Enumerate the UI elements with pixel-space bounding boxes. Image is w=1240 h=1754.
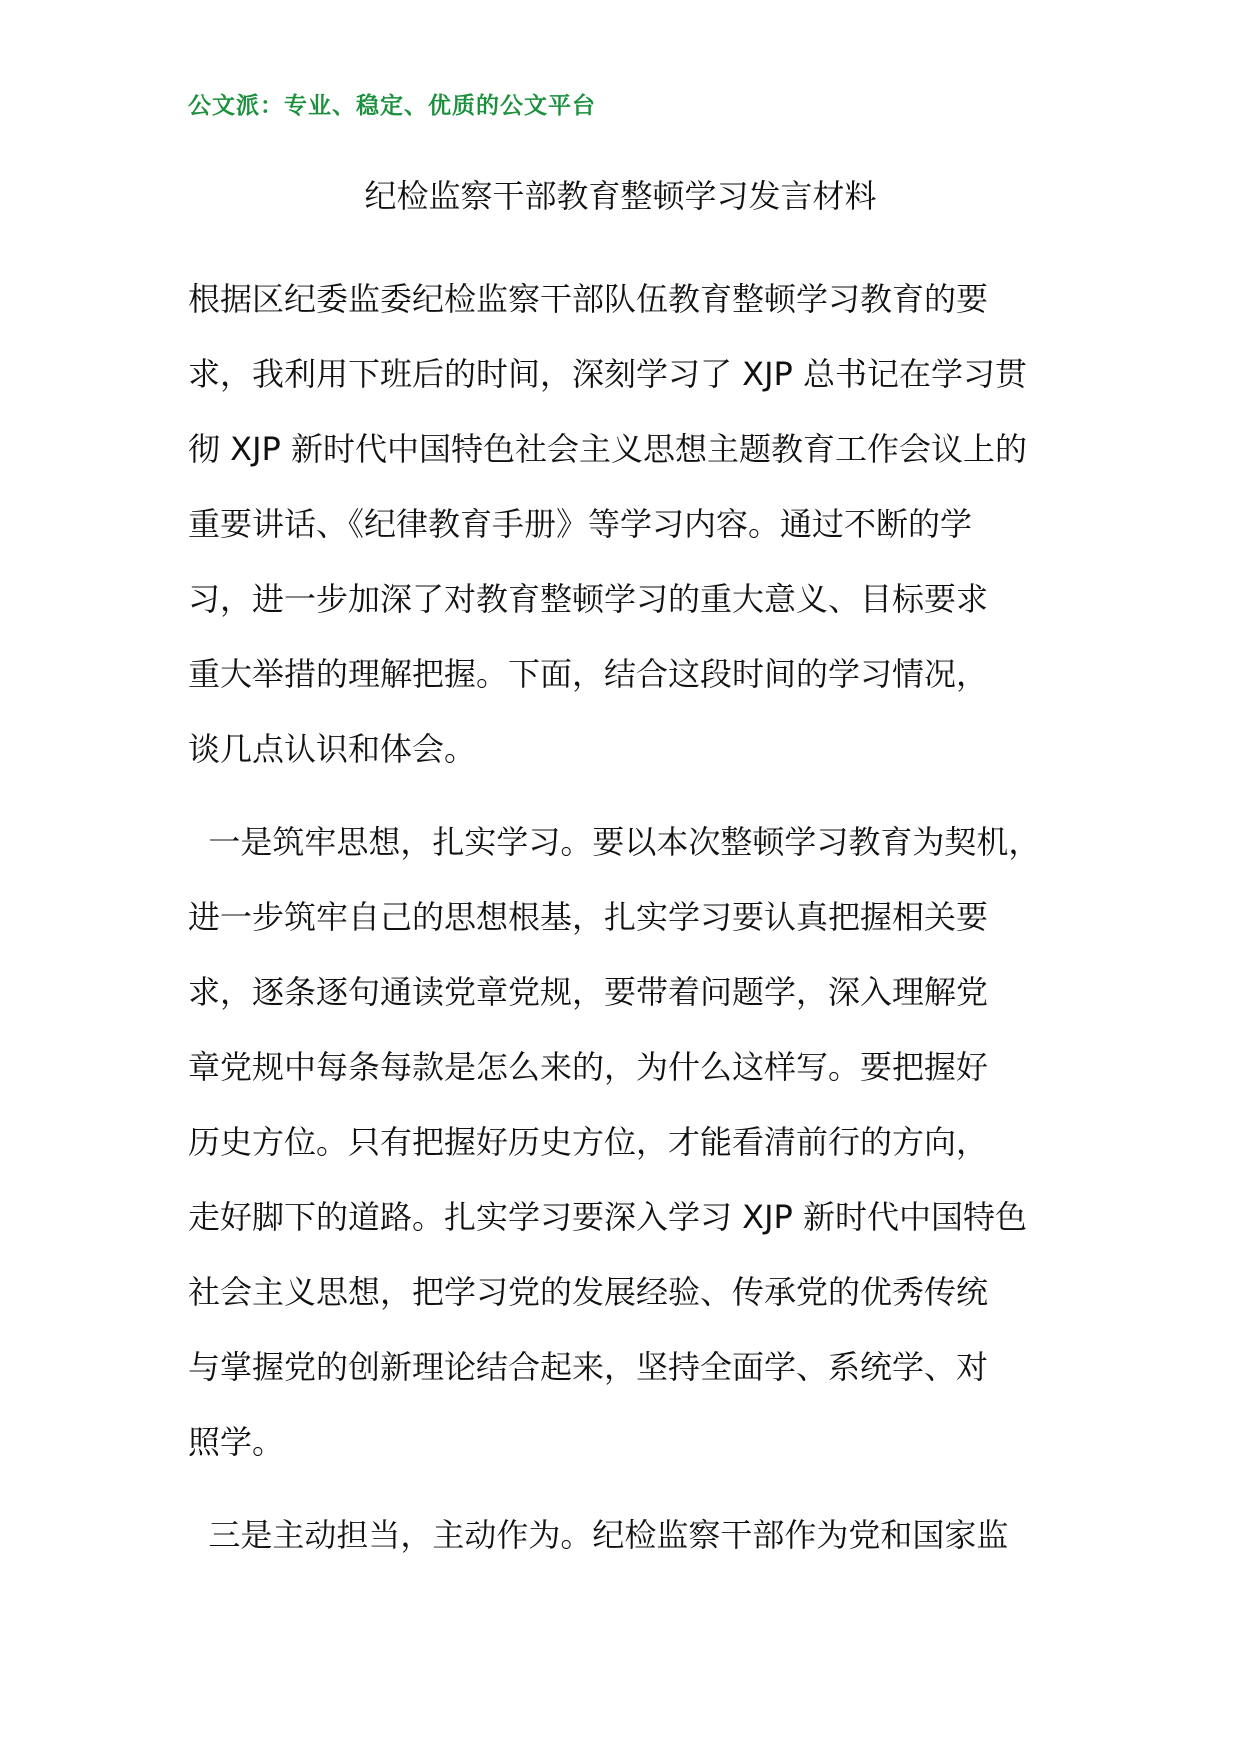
paragraph-line: 照学。: [188, 1423, 285, 1461]
paragraph-line: 章党规中每条每款是怎么来的，为什么这样写。要把握好: [188, 1048, 989, 1086]
paragraph-intro: [188, 262, 1068, 787]
paragraph-line: 重要讲话、《纪律教育手册》等学习内容。通过不断的学: [188, 505, 973, 543]
paragraph-line: 习，进一步加深了对教育整顿学习的重大意义、目标要求: [188, 580, 989, 618]
paragraph-line: 历史方位。只有把握好历史方位，才能看清前行的方向，: [188, 1123, 989, 1161]
paragraph-line: 进一步筑牢自己的思想根基，扎实学习要认真把握相关要: [188, 898, 989, 936]
paragraph-line: 求，逐条逐句通读党章党规，要带着问题学，深入理解党: [188, 973, 989, 1011]
paragraph-point-one: [188, 805, 1068, 1480]
paragraph-point-three: [188, 1498, 1068, 1573]
paragraph-line: 根据区纪委监委纪检监察干部队伍教育整顿学习教育的要: [188, 280, 989, 318]
paragraph-line: 社会主义思想，把学习党的发展经验、传承党的优秀传统: [188, 1273, 989, 1311]
paragraph-line: 与掌握党的创新理论结合起来，坚持全面学、系统学、对: [188, 1348, 989, 1386]
paragraph-line: 彻 XJP 新时代中国特色社会主义思想主题教育工作会议上的: [188, 430, 1028, 468]
paragraph-line: 谈几点认识和体会。: [188, 730, 477, 768]
document-title: 纪检监察干部教育整顿学习发言材料: [364, 177, 877, 215]
paragraph-line: 一是筑牢思想，扎实学习。要以本次整顿学习教育为契机，: [188, 823, 1041, 861]
paragraph-line: 三是主动担当，主动作为。纪检监察干部作为党和国家监: [188, 1516, 1009, 1554]
paragraph-line: 重大举措的理解把握。下面，结合这段时间的学习情况，: [188, 655, 989, 693]
header-brand-text: 公文派：专业、稳定、优质的公文平台: [188, 93, 596, 119]
document-body: [188, 262, 1068, 1591]
paragraph-line: 走好脚下的道路。扎实学习要深入学习 XJP 新时代中国特色: [188, 1198, 1028, 1236]
paragraph-line: 求，我利用下班后的时间，深刻学习了 XJP 总书记在学习贯: [188, 355, 1028, 393]
